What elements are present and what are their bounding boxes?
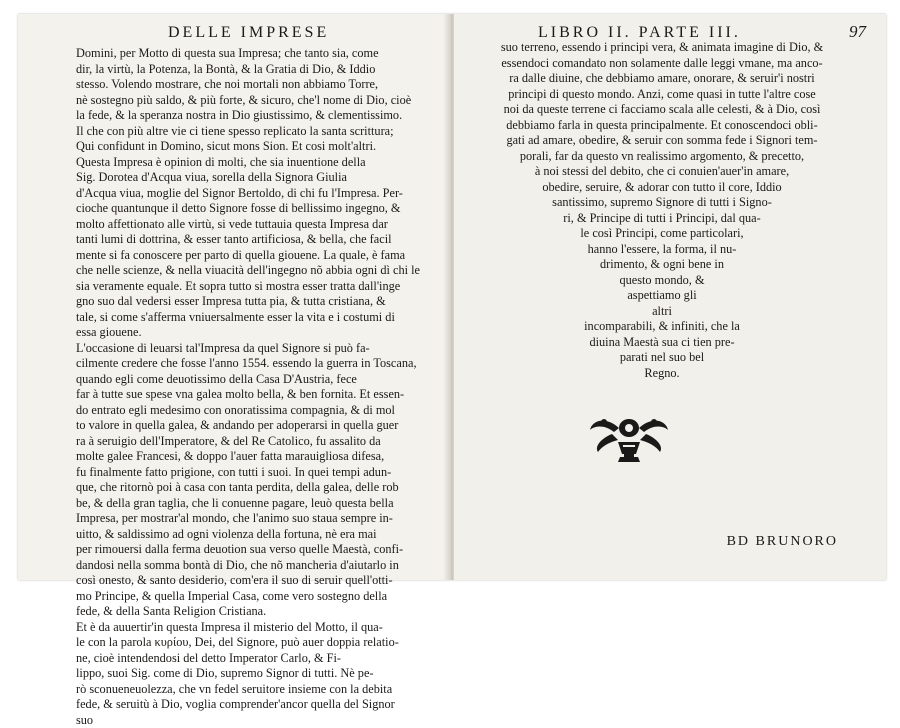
text-line: Sig. Dorotea d'Acqua viua, sorella della Signora Giulia <box>76 170 432 186</box>
text-line: hanno l'essere, la forma, il nu- <box>482 242 842 258</box>
text-line: be, & della gran taglia, che li conuenne pagare, leuò questa bella <box>76 496 432 512</box>
text-line: rò sconueneuolezza, che vn fedel seruitore insieme con la debita <box>76 682 432 698</box>
text-line: to valore in quella galea, & andando per adoperarsi in quella guer <box>76 418 432 434</box>
text-line: fu finalmente fatto prigione, con tutti i suoi. In quei tempi adun- <box>76 465 432 481</box>
text-line: molte galee Francesi, & doppo l'auer fatta marauigliosa difesa, <box>76 449 432 465</box>
text-line: d'Acqua viua, moglie del Signor Bertoldo, di chi fu l'Impresa. Per- <box>76 186 432 202</box>
text-line: Questa Impresa è opinion di molti, che sia inuentione della <box>76 155 432 171</box>
text-line: le con la parola κυρίου, Dei, del Signore, può auer doppia relatio- <box>76 635 432 651</box>
right-running-head: LIBRO II. PARTE III. <box>538 24 741 42</box>
text-line: ra à seruigio dell'Imperatore, & del Re Catolico, fu assalito da <box>76 434 432 450</box>
text-line: debbiamo farla in questa principalmente. Et conoscendoci obli- <box>482 118 842 134</box>
text-line: gati ad amare, obedire, & seruir con somma fede i Signori tem- <box>482 133 842 149</box>
left-page <box>18 14 450 580</box>
text-line: Domini, per Motto di questa sua Impresa; che tanto sia, come <box>76 46 432 62</box>
text-line: che nelle scienze, & nella viuacità dell'ingegno nõ abbia ogni dì chi le <box>76 263 432 279</box>
text-line: le così Principi, come particolari, <box>482 226 842 242</box>
text-line: lippo, suoi Sig. come di Dio, supremo Signor di tutti. Nè pe- <box>76 666 432 682</box>
text-line: tale, si come s'afferma vniuersalmente esser la vita e i costumi di <box>76 310 432 326</box>
left-page-text <box>76 46 432 728</box>
text-line: così onesto, & santo desiderio, com'era il suo di seruir quell'otti- <box>76 573 432 589</box>
text-line: que, che ritornò poi à casa con tanta perdita, della galea, delle rob <box>76 480 432 496</box>
text-line: do entrato egli medesimo con onoratissima compagnia, & di mol <box>76 403 432 419</box>
text-line: far à tutte sue spese vna galea molto bella, & ben fornita. Et essen- <box>76 387 432 403</box>
text-line: fede, & della Santa Religion Cristiana. <box>76 604 432 620</box>
text-line: santissimo, supremo Signore di tutti i Signo- <box>482 195 842 211</box>
text-line: mente si fa conoscere per parto di quella giouene. La quale, è fama <box>76 248 432 264</box>
text-line: obedire, seruire, & adorar con tutto il core, Iddio <box>482 180 842 196</box>
text-line: stesso. Volendo mostrare, che noi mortali non abbiamo Torre, <box>76 77 432 93</box>
text-line: altri <box>482 304 842 320</box>
text-line: cilmente credere che fosse l'anno 1554. essendo la guerra in Toscana, <box>76 356 432 372</box>
text-line: ne, cioè intendendosi del detto Imperator Carlo, & Fi- <box>76 651 432 667</box>
text-line: dir, la virtù, la Potenza, la Bontà, & la Gratia di Dio, & Iddio <box>76 62 432 78</box>
text-line: molto affettionato alle virtù, si vede tuttauia questa Impresa dar <box>76 217 432 233</box>
text-line: drimento, & ogni bene in <box>482 257 842 273</box>
text-line: fede, & seruitù à Dio, voglia comprender'ancor quella del Signor <box>76 697 432 713</box>
text-line: la fede, & la speranza nostra in Dio giustissimo, & clementissimo. <box>76 108 432 124</box>
catchword: BD BRUNORO <box>727 534 838 550</box>
text-line: essa giouene. <box>76 325 432 341</box>
text-line: Impresa, per mostrar'al mondo, che l'animo suo staua sempre in- <box>76 511 432 527</box>
text-line: parati nel suo bel <box>482 350 842 366</box>
text-line: aspettiamo gli <box>482 288 842 304</box>
page-number: 97 <box>849 22 866 42</box>
book-spread <box>18 14 886 580</box>
text-line: Et è da auuertir'in questa Impresa il misterio del Motto, il qua- <box>76 620 432 636</box>
text-line: ra dalle diuine, che debbiamo amare, onorare, & seruir'i nostri <box>482 71 842 87</box>
text-line: sia veramente equale. Et sopra tutto si mostra esser tratta dall'inge <box>76 279 432 295</box>
text-line: Il che con più altre vie ci tiene spesso replicato la santa scrittura; <box>76 124 432 140</box>
text-line: tanti lumi di dottrina, & esser tanto artificiosa, & bella, che facil <box>76 232 432 248</box>
text-line: porali, far da questo vn realissimo argomento, & precetto, <box>482 149 842 165</box>
text-line: à noi stessi del debito, che ci conuien'auer'in amare, <box>482 164 842 180</box>
right-page <box>454 14 886 580</box>
text-line: mo Principe, & quella Imperial Casa, come vero sostegno della <box>76 589 432 605</box>
right-page-text <box>482 40 842 381</box>
text-line: diuina Maestà sua ci tien pre- <box>482 335 842 351</box>
floral-ornament-icon <box>584 412 674 464</box>
text-line: uitto, & saldissimo ad ogni violenza della fortuna, nè era mai <box>76 527 432 543</box>
text-line: suo terreno, essendo i principi vera, & animata imagine di Dio, & <box>482 40 842 56</box>
text-line: essendoci comandato non solamente dalle leggi vmane, ma anco- <box>482 56 842 72</box>
text-line: dandosi nella somma bontà di Dio, che nõ mancheria d'aiutarlo in <box>76 558 432 574</box>
text-line: suo <box>76 713 432 728</box>
text-line: quando egli come deuotissimo della Casa D'Austria, fece <box>76 372 432 388</box>
text-line: gno suo dal vedersi esser Impresa tutta pia, & tutta cristiana, & <box>76 294 432 310</box>
text-line: principi di questo mondo. Anzi, come quasi in tutte l'altre cose <box>482 87 842 103</box>
text-line: nè sostegno più saldo, & più forte, & sicuro, che'l nome di Dio, cioè <box>76 93 432 109</box>
text-line: Regno. <box>482 366 842 382</box>
text-line: noi da queste terrene ci facciamo scala alle celesti, & à Dio, così <box>482 102 842 118</box>
text-line: questo mondo, & <box>482 273 842 289</box>
text-line: Qui confidunt in Domino, sicut mons Sion. Et cosi molt'altri. <box>76 139 432 155</box>
left-running-head: DELLE IMPRESE <box>168 24 329 42</box>
text-line: L'occasione di leuarsi tal'Impresa da quel Signore si può fa- <box>76 341 432 357</box>
text-line: per rimouersi dalla ferma deuotion sua verso quelle Maestà, confi- <box>76 542 432 558</box>
text-line: ri, & Principe di tutti i Principi, dal qua- <box>482 211 842 227</box>
text-line: cioche quantunque il detto Signore fosse di bellissimo ingegno, & <box>76 201 432 217</box>
text-line: incomparabili, & infiniti, che la <box>482 319 842 335</box>
